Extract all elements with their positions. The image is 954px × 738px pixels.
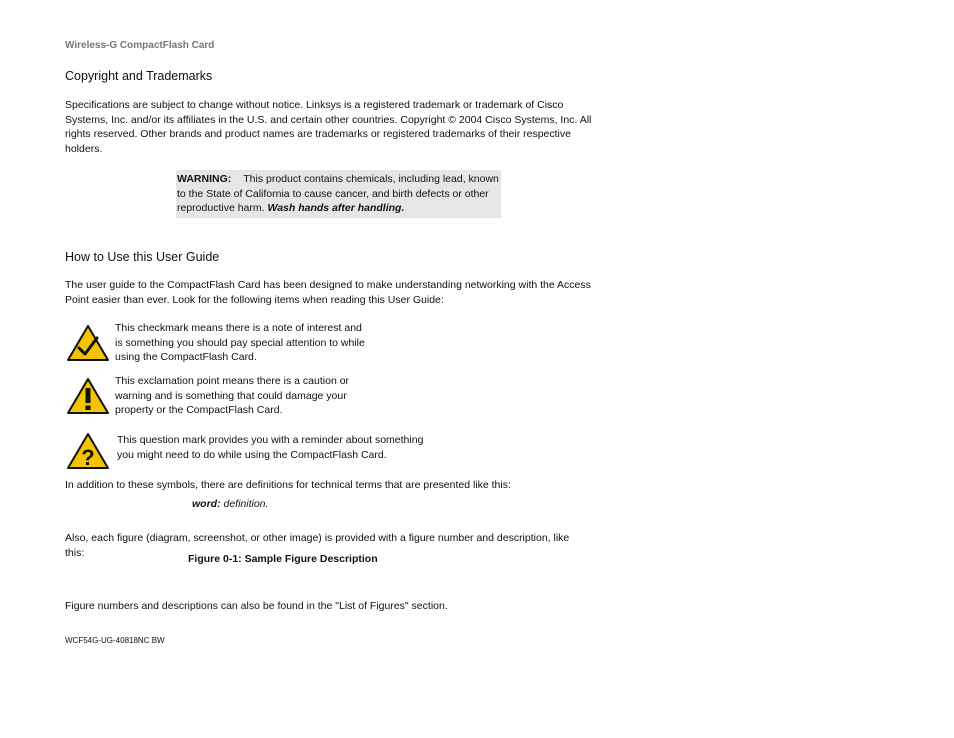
guide-intro-line: Point easier than ever. Look for the following items when reading this User Guide: (65, 293, 444, 306)
checkmark-icon (66, 324, 110, 362)
page-header-title: Wireless-G CompactFlash Card (65, 40, 215, 51)
copyright-heading: Copyright and Trademarks (65, 69, 213, 83)
question-icon (66, 432, 110, 470)
icon-desc-line: This exclamation point means there is a caution or (115, 375, 350, 387)
svg-text:?: ? (81, 445, 95, 470)
warning-line: to the State of California to cause cancer, and birth defects or other (177, 187, 489, 200)
term-word: word: (192, 498, 221, 510)
copyright-body (65, 98, 605, 156)
exclamation-description (115, 374, 415, 418)
definitions-intro: In addition to these symbols, there are definitions for technical terms that are presented like this: (65, 479, 511, 491)
icon-desc-line: is something you should pay special attention to while (115, 336, 365, 349)
term-example (192, 497, 268, 512)
icon-desc-line: This question mark provides you with a reminder about something (117, 434, 424, 446)
warning-box (176, 170, 501, 218)
exclamation-icon (66, 377, 110, 415)
figure-sample-caption: Figure 0-1: Sample Figure Description (188, 553, 378, 565)
warning-emphasis: Wash hands after handling. (267, 202, 405, 214)
footer-code: WCF54G-UG-40818NC BW (65, 636, 165, 645)
figures-note: Figure numbers and descriptions can also be found in the "List of Figures" section. (65, 600, 448, 612)
warning-line: This product contains chemicals, including lead, known (243, 173, 499, 185)
copyright-line: Systems, Inc. and/or its affiliates in the U.S. and certain other countries. Copyright © 2004 Cisco Systems, Inc. All (65, 113, 592, 126)
warning-line: reproductive harm. (177, 202, 268, 214)
icon-desc-line: using the CompactFlash Card. (115, 351, 257, 363)
checkmark-description (115, 321, 415, 365)
warning-label: WARNING: (177, 173, 232, 185)
figure-intro-line: this: (65, 546, 85, 559)
question-description (117, 433, 477, 462)
term-definition: definition. (220, 498, 269, 510)
figure-intro-line: Also, each figure (diagram, screenshot, or other image) is provided with a figure number and description, like (65, 532, 570, 544)
guide-intro-line: The user guide to the CompactFlash Card has been designed to make understanding networking with the Access (65, 279, 591, 291)
icon-desc-line: you might need to do while using the CompactFlash Card. (117, 448, 387, 461)
guide-heading: How to Use this User Guide (65, 250, 220, 264)
copyright-line: holders. (65, 142, 103, 155)
copyright-line: Specifications are subject to change without notice. Linksys is a registered trademark or trademark of Cisco (65, 99, 564, 111)
icon-desc-line: property or the CompactFlash Card. (115, 404, 283, 416)
copyright-line: rights reserved. Other brands and product names are trademarks or registered trademarks of their respective (65, 128, 571, 140)
icon-desc-line: This checkmark means there is a note of interest and (115, 322, 362, 334)
guide-intro (65, 278, 605, 307)
icon-desc-line: warning and is something that could damage your (115, 389, 347, 402)
